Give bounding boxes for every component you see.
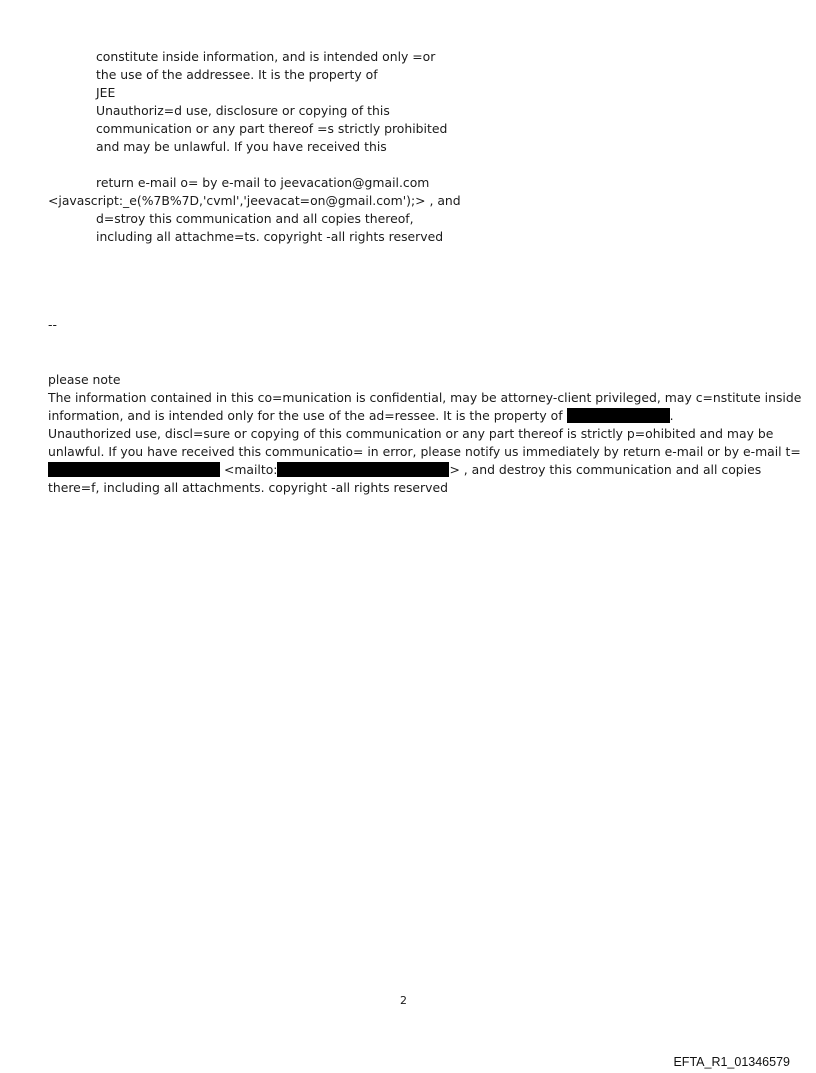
disclaimer-line-5-end: > , and destroy this communication and all copies <box>449 462 762 477</box>
quoted-line-9: d=stroy this communication and all copies thereof, <box>96 211 414 226</box>
disclaimer-line-2-end: . <box>669 408 674 423</box>
disclaimer-line-2-text: information, and is intended only for the use of the ad=ressee. It is the property of <box>48 408 567 423</box>
quoted-line-2: the use of the addressee. It is the property of <box>96 67 378 82</box>
quoted-line-5: communication or any part thereof =s strictly prohibited <box>96 121 448 136</box>
quoted-line-10: including all attachme=ts. copyright -all rights reserved <box>96 229 444 244</box>
page-number: 2 <box>400 994 407 1007</box>
redaction-box <box>48 462 220 477</box>
quoted-line-6: and may be unlawful. If you have received this <box>96 139 387 154</box>
disclaimer-line-4: unlawful. If you have received this communicatio= in error, please notify us immediately by return e-mail or by e-mail t= <box>48 444 801 459</box>
signature-separator: -- <box>48 317 57 332</box>
quoted-line-8: <javascript:_e(%7B%7D,'cvml','jeevacat=on@gmail.com');> , and <box>48 193 461 208</box>
disclaimer-line-3: Unauthorized use, discl=sure or copying of this communication or any part thereof is strictly p=ohibited and may be <box>48 426 774 441</box>
quoted-line-4: Unauthoriz=d use, disclosure or copying of this <box>96 103 390 118</box>
document-id: EFTA_R1_01346579 <box>673 1055 790 1069</box>
redaction-box <box>567 408 670 423</box>
redaction-box <box>277 462 449 477</box>
quoted-line-7: return e-mail o= by e-mail to jeevacation@gmail.com <box>96 175 430 190</box>
disclaimer-line-6: there=f, including all attachments. copyright -all rights reserved <box>48 480 448 495</box>
mailto-prefix: <mailto: <box>220 462 278 477</box>
disclaimer-line-2 <box>48 407 674 425</box>
disclaimer-heading: please note <box>48 372 121 387</box>
quoted-line-1: constitute inside information, and is intended only =or <box>96 49 436 64</box>
disclaimer-line-5 <box>48 461 761 479</box>
disclaimer-line-1: The information contained in this co=munication is confidential, may be attorney-client privileged, may c=nstitute inside <box>48 390 802 405</box>
quoted-line-3: JEE <box>96 85 116 100</box>
